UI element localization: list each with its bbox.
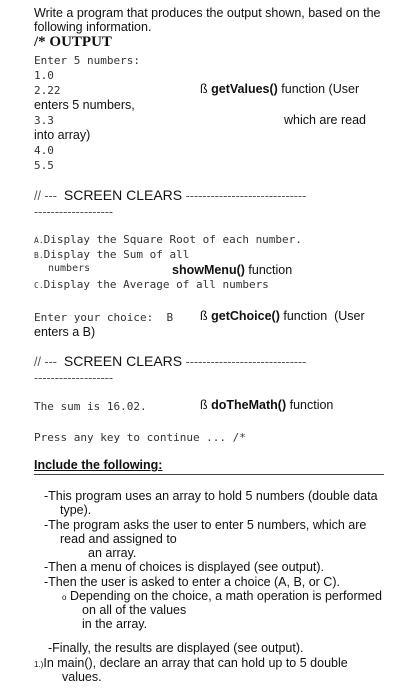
dothemath-annotation <box>200 398 333 412</box>
bullet-text: Then a menu of choices is displayed (see output). <box>48 560 325 574</box>
bullet-2-cont-2: an array. <box>88 546 137 560</box>
screen-clears-prefix: // --- <box>34 355 57 369</box>
screen-clears-prefix: // --- <box>34 189 57 203</box>
choice-value: B <box>166 311 174 324</box>
bullet-4 <box>44 575 340 589</box>
bullet-text: Depending on the choice, a math operation is performed <box>69 589 382 603</box>
bullet-7-cont: values. <box>62 670 102 684</box>
annotation-line-4: into array) <box>34 128 91 142</box>
bullet-5-cont: on all of the values <box>82 603 187 617</box>
arrow-marker: ß <box>200 309 208 323</box>
menu-option-c <box>34 278 269 291</box>
intro-line-2: following information. <box>34 20 152 34</box>
continue-line: Press any key to continue ... /* <box>34 431 246 444</box>
sub-bullet-marker: o <box>62 593 67 602</box>
screen-clears-1 <box>34 187 306 203</box>
choice-prompt-text: Enter your choice: <box>34 311 154 324</box>
screen-clears-2 <box>34 353 306 369</box>
annotation-line-3: which are read <box>284 113 366 127</box>
getvalues-function-desc: function (User <box>281 82 360 96</box>
showmenu-function-desc: function <box>248 263 293 277</box>
getchoice-function-name: getChoice() <box>211 309 280 323</box>
bullet-1-cont: type). <box>60 503 92 517</box>
screen-clears-label: SCREEN CLEARS <box>63 187 183 203</box>
bullet-5 <box>62 589 382 603</box>
getchoice-function-desc: function (User <box>283 309 365 323</box>
screen-clears-1-line2: ------------------- <box>34 205 114 219</box>
bullet-text: Finally, the results are displayed (see output). <box>52 641 304 655</box>
screen-clears-label: SCREEN CLEARS <box>63 353 183 369</box>
console-value-4: 4.0 <box>34 144 54 157</box>
bullet-7 <box>34 656 348 670</box>
numbered-marker: 1.) <box>34 660 44 669</box>
getvalues-annotation <box>200 82 359 96</box>
annotation-line-2: enters 5 numbers, <box>34 98 135 112</box>
bullet-marker: - <box>48 641 53 655</box>
bullet-marker: - <box>44 489 49 503</box>
dothemath-function-desc: function <box>289 398 334 412</box>
bullet-marker: - <box>44 560 49 574</box>
menu-option-b <box>34 248 189 261</box>
arrow-marker: ß <box>200 82 208 96</box>
menu-text-a: Display the Square Root of each number. <box>43 233 302 246</box>
dothemath-function-name: doTheMath() <box>211 398 287 412</box>
menu-option-a <box>34 233 302 246</box>
bullet-1 <box>44 489 378 503</box>
menu-marker-c: C. <box>34 281 44 290</box>
screen-clears-2-line2: ------------------- <box>34 371 114 385</box>
heading-divider <box>34 474 384 475</box>
bullet-marker: - <box>44 575 49 589</box>
bullet-text: In main(), declare an array that can hold up to 5 double <box>43 656 348 670</box>
bullet-text: The program asks the user to enter 5 numbers, which are <box>48 518 367 532</box>
bullet-6 <box>48 641 303 655</box>
bullet-marker: - <box>44 518 49 532</box>
result-text: The sum is 16.02. <box>34 400 147 413</box>
showmenu-function-name: showMenu() <box>172 263 245 277</box>
menu-option-b-cont: numbers <box>48 263 91 274</box>
screen-clears-tail: ----------------------------- <box>185 355 307 369</box>
menu-marker-b: B. <box>34 251 44 260</box>
choice-line-2: enters a B) <box>34 325 96 339</box>
console-value-3: 3.3 <box>34 114 54 127</box>
bullet-2-cont: read and assigned to <box>60 532 177 546</box>
console-prompt: Enter 5 numbers: <box>34 54 140 67</box>
intro-line-1: Write a program that produces the output shown, based on the <box>34 6 381 20</box>
console-value-1: 1.0 <box>34 69 54 82</box>
output-heading: /* OUTPUT <box>34 34 112 50</box>
bullet-2 <box>44 518 366 532</box>
arrow-marker: ß <box>200 398 208 412</box>
showmenu-annotation <box>172 263 292 277</box>
screen-clears-tail: ----------------------------- <box>185 189 307 203</box>
bullet-5-cont-2: in the array. <box>82 617 148 631</box>
bullet-text: This program uses an array to hold 5 numbers (double data <box>48 489 378 503</box>
menu-text-c: Display the Average of all numbers <box>43 278 269 291</box>
choice-prompt <box>34 311 173 324</box>
console-value-2: 2.22 <box>34 84 61 97</box>
console-value-5: 5.5 <box>34 159 54 172</box>
bullet-text: Then the user is asked to enter a choice (A, B, or C). <box>48 575 340 589</box>
include-heading: Include the following: <box>34 458 163 472</box>
bullet-3 <box>44 560 324 574</box>
menu-marker-a: A. <box>34 236 44 245</box>
getvalues-function-name: getValues() <box>211 82 278 96</box>
getchoice-annotation <box>200 309 365 323</box>
menu-text-b: Display the Sum of all <box>43 248 190 261</box>
